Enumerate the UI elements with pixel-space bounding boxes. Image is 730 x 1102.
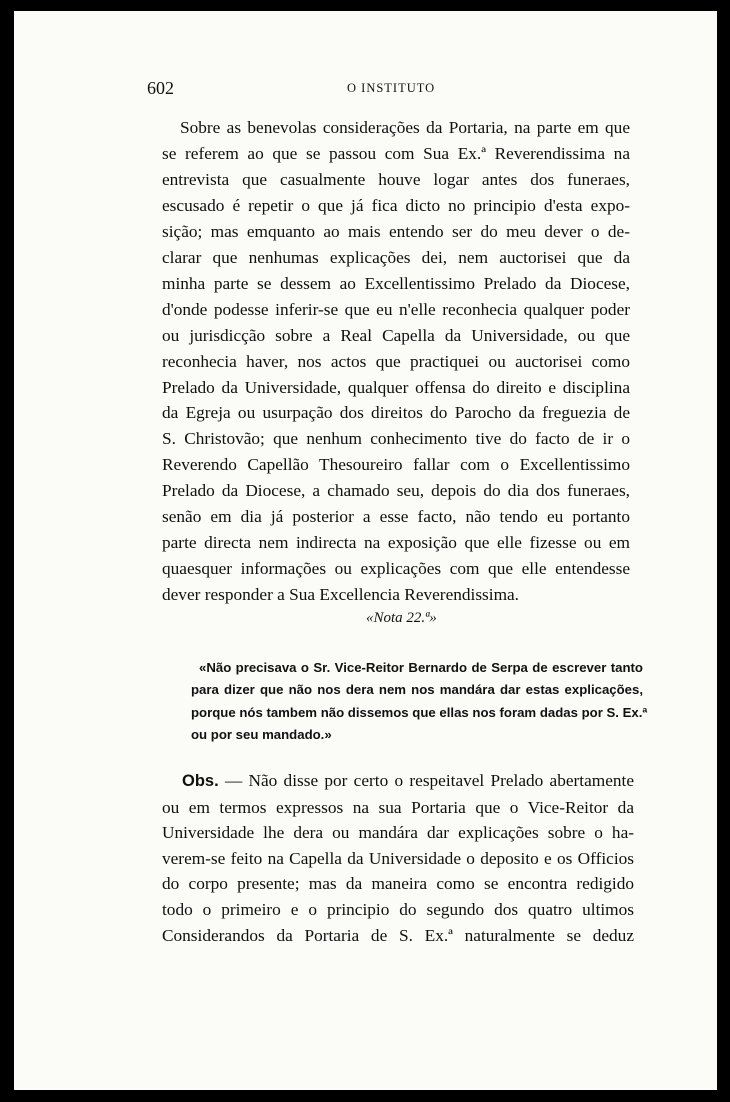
observation-paragraph	[162, 768, 634, 948]
body-line: escusado é repetir o que já fica dicto no principio d'esta expo-	[162, 195, 630, 215]
running-title: O INSTITUTO	[347, 81, 436, 95]
body-line: d'onde podesse inferir-se que eu n'elle reconhecia qualquer poder	[162, 299, 630, 319]
body-line: se referem ao que se passou com Sua Ex.ª Reverendissima na	[162, 143, 630, 163]
body-line: senão em dia já posterior a esse facto, não tendo eu portanto	[162, 507, 630, 527]
page-number: 602	[147, 78, 174, 98]
obs-line: todo o primeiro e o principio do segundo dos quatro ultimos	[162, 899, 634, 919]
obs-first-line	[162, 768, 634, 795]
note-heading: «Nota 22.ª»	[366, 610, 437, 626]
quote-line: ou por seu mandado.»	[191, 727, 332, 743]
body-line: Prelado da Universidade, qualquer offensa do direito e disciplina	[162, 377, 630, 397]
body-line: sição; mas emquanto ao mais entendo ser do meu dever o de-	[162, 221, 630, 241]
obs-line: Considerandos da Portaria de S. Ex.ª naturalmente se deduz	[162, 925, 634, 945]
obs-line: do corpo presente; mas da maneira como se encontra redigido	[162, 874, 634, 894]
body-line: reconhecia haver, nos actos que practiquei ou auctorisei como	[162, 351, 630, 371]
obs-first-line-text: — Não disse por certo o respeitavel Prelado abertamente	[218, 771, 634, 790]
body-line: dever responder a Sua Excellencia Reverendissima.	[162, 585, 519, 605]
obs-line: ou em termos expressos na sua Portaria que o Vice-Reitor da	[162, 797, 634, 817]
quote-line: «Não precisava o Sr. Vice-Reitor Bernardo de Serpa de escrever tanto	[199, 660, 643, 675]
body-line: entrevista que casualmente houve logar antes dos funeraes,	[162, 169, 630, 189]
obs-line: Universidade lhe dera ou mandára dar explicações sobre o ha-	[162, 823, 634, 843]
quote-line: para dizer que não nos dera nem nos mandára dar estas explicações,	[191, 682, 643, 698]
obs-label: Obs.	[182, 772, 219, 790]
body-line: Sobre as benevolas considerações da Portaria, na parte em que	[180, 118, 630, 137]
note-quote	[191, 657, 648, 747]
obs-line: verem-se feito na Capella da Universidade o deposito e os Officios	[162, 848, 634, 868]
body-line: da Egreja ou usurpação dos direitos do Parocho da freguezia de	[162, 403, 630, 423]
body-line: quaesquer informações ou explicações com que elle entendesse	[162, 559, 630, 579]
body-line: ou jurisdicção sobre a Real Capella da Universidade, ou que	[162, 325, 630, 345]
page-header	[147, 78, 643, 102]
body-line: Prelado da Diocese, a chamado seu, depois do dia dos funeraes,	[162, 481, 630, 501]
body-paragraph	[162, 115, 630, 608]
body-line: Reverendo Capellão Thesoureiro fallar com o Excellentissimo	[162, 455, 630, 475]
quote-line: porque nós tambem não dissemos que ellas nos foram dadas por S. Ex.ª	[191, 704, 648, 720]
body-line: clarar que nenhumas explicações dei, nem auctorisei que da	[162, 247, 630, 267]
body-line: minha parte se dessem ao Excellentissimo Prelado da Diocese,	[162, 273, 630, 293]
body-line: S. Christovão; que nenhum conhecimento tive do facto de ir o	[162, 429, 630, 449]
body-line: parte directa nem indirecta na exposição que elle fizesse ou em	[162, 533, 630, 553]
